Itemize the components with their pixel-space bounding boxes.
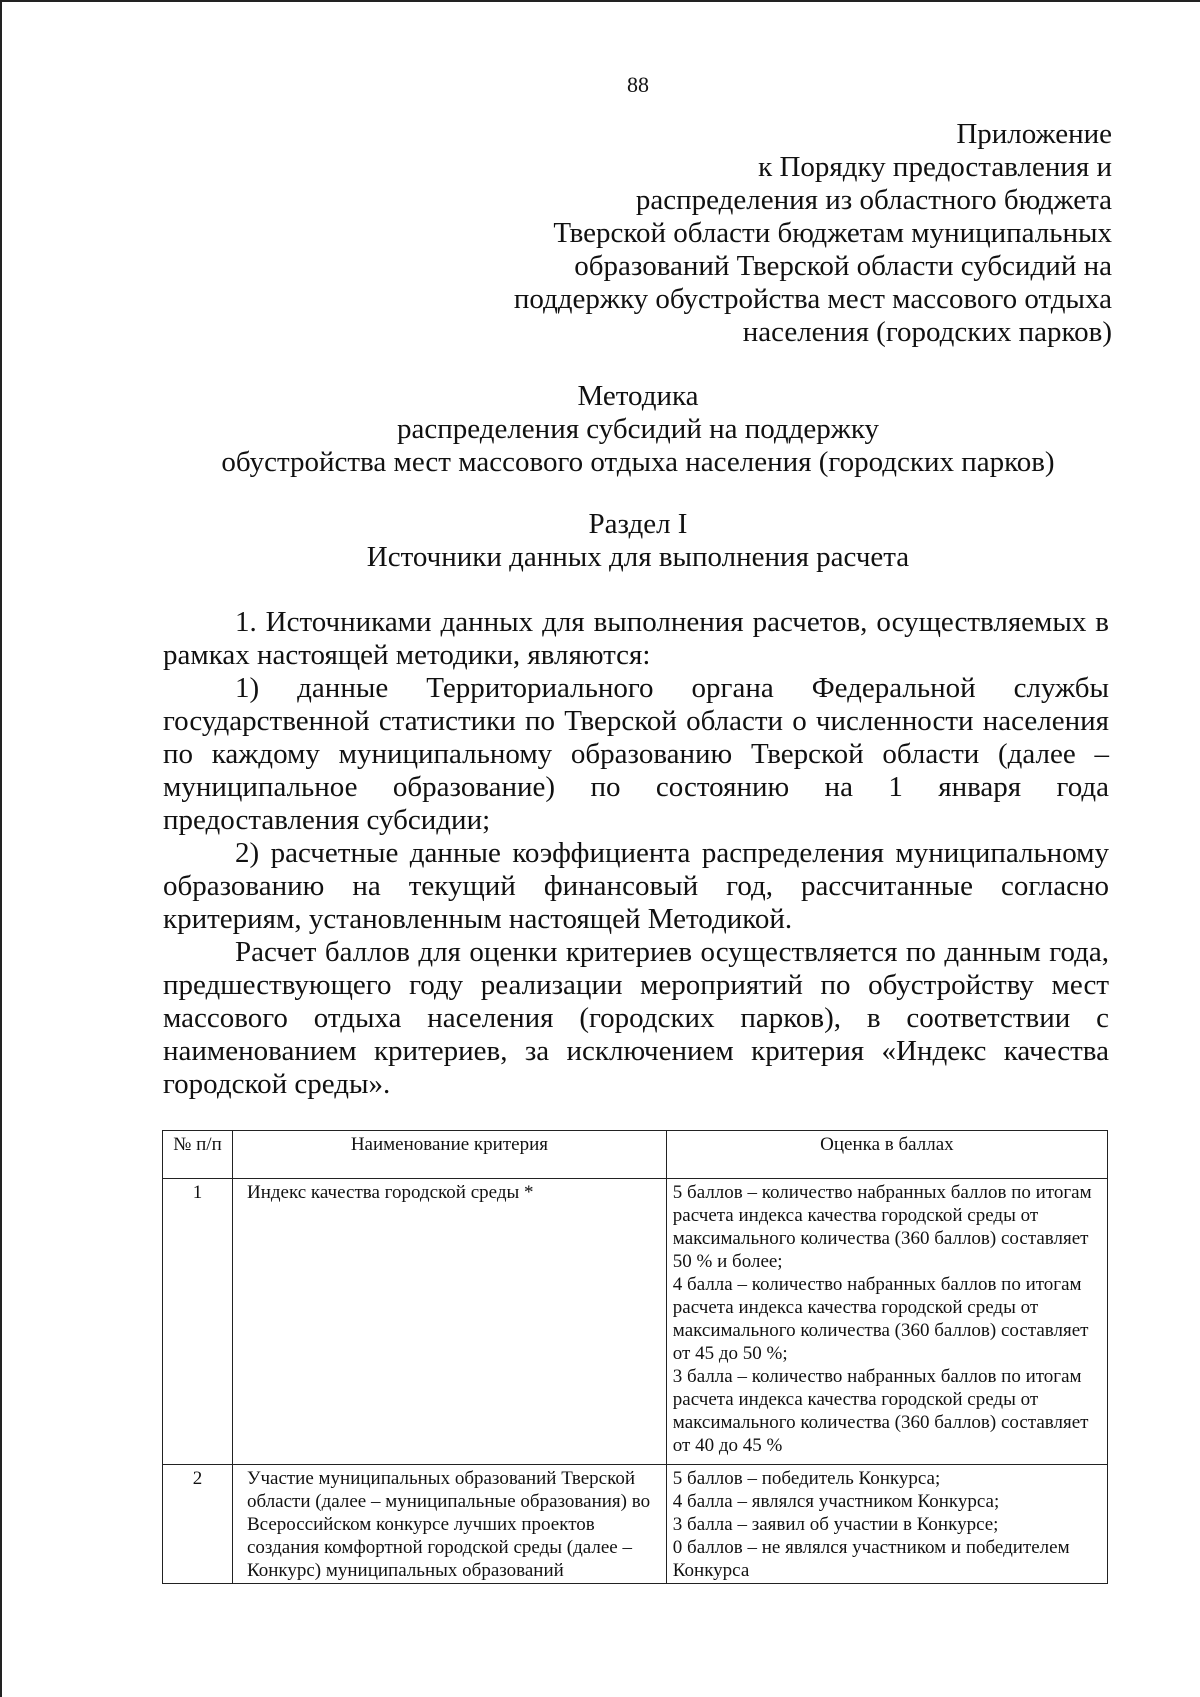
appendix-line: Тверской области бюджетам муниципальных [553,217,1112,249]
section-title: Источники данных для выполнения расчета [366,541,910,573]
method-title-line: распределения субсидий на поддержку [396,413,880,445]
score-line: 0 баллов – не являлся участником и победителем Конкурса [672,1537,1070,1581]
row-score [666,1179,1107,1465]
method-title [0,380,1200,479]
table-row [163,1179,1108,1465]
scan-edge-left [0,0,2,1697]
score-line: 5 баллов – количество набранных баллов по итогам расчета индекса качества городской среды от максимального количества (360 баллов) составляет 50 % и более; [672,1182,1092,1272]
paragraph: 2) расчетные данные коэффициента распределения муниципальному образованию на текущий финансовый год, рассчитанные согласно критериям, установленным настоящей Методикой. [163,837,1109,935]
score-line: 4 балла – являлся участником Конкурса; [672,1491,1000,1512]
appendix-line: образований Тверской области субсидий на [574,250,1112,282]
page-number: 88 [627,72,649,97]
row-num: 1 [163,1179,233,1465]
scan-edge-top [0,0,1200,2]
body-text [163,606,1109,1101]
appendix-line: к Порядку предоставления и [758,151,1112,183]
row-num: 2 [163,1465,233,1584]
score-line: 3 балла – количество набранных баллов по итогам расчета индекса качества городской среды от максимального количества (360 баллов) составляет от 40 до 45 % [672,1366,1089,1456]
section-heading [0,508,1200,574]
table-header-row [163,1131,1108,1179]
score-line: 4 балла – количество набранных баллов по итогам расчета индекса качества городской среды от максимального количества (360 баллов) составляет от 45 до 50 %; [672,1274,1089,1364]
section-number: Раздел I [588,508,688,540]
appendix-line: поддержку обустройства мест массового отдыха [513,283,1112,315]
row-name: Участие муниципальных образований Тверской области (далее – муниципальные образования) во Всероссийском конкурсе лучших проектов создания комфортной городской среды (далее – Конкурс) муниципальных образований [233,1465,667,1584]
paragraph: Расчет баллов для оценки критериев осуществляется по данным года, предшествующего году реализации мероприятий по обустройству мест массового отдыха населения (городских парков), в соответствии с наименованием критериев, за исключением критерия «Индекс качества городской среды». [163,936,1109,1100]
appendix-line: Приложение [956,118,1112,150]
header-name: Наименование критерия [233,1131,667,1179]
paragraph: 1. Источниками данных для выполнения расчетов, осуществляемых в рамках настоящей методики, являются: [163,606,1109,671]
row-name: Индекс качества городской среды * [233,1179,667,1465]
table-row [163,1465,1108,1584]
score-line: 3 балла – заявил об участии в Конкурсе; [672,1514,999,1535]
paragraph: 1) данные Территориального органа Федеральной службы государственной статистики по Тверской области о численности населения по каждому муниципальному образованию Тверской области (далее – муниципальное образование) по состоянию на 1 января года предоставления субсидии; [163,672,1109,836]
method-title-line: обустройства мест массового отдыха населения (городских парков) [221,446,1055,478]
criteria-table [162,1130,1108,1584]
method-title-line: Методика [577,380,699,412]
appendix-block [514,118,1112,349]
header-num: № п/п [163,1131,233,1179]
row-score [666,1465,1107,1584]
appendix-line: населения (городских парков) [742,316,1112,348]
header-score: Оценка в баллах [666,1131,1107,1179]
score-line: 5 баллов – победитель Конкурса; [672,1468,941,1489]
appendix-line: распределения из областного бюджета [635,184,1112,216]
